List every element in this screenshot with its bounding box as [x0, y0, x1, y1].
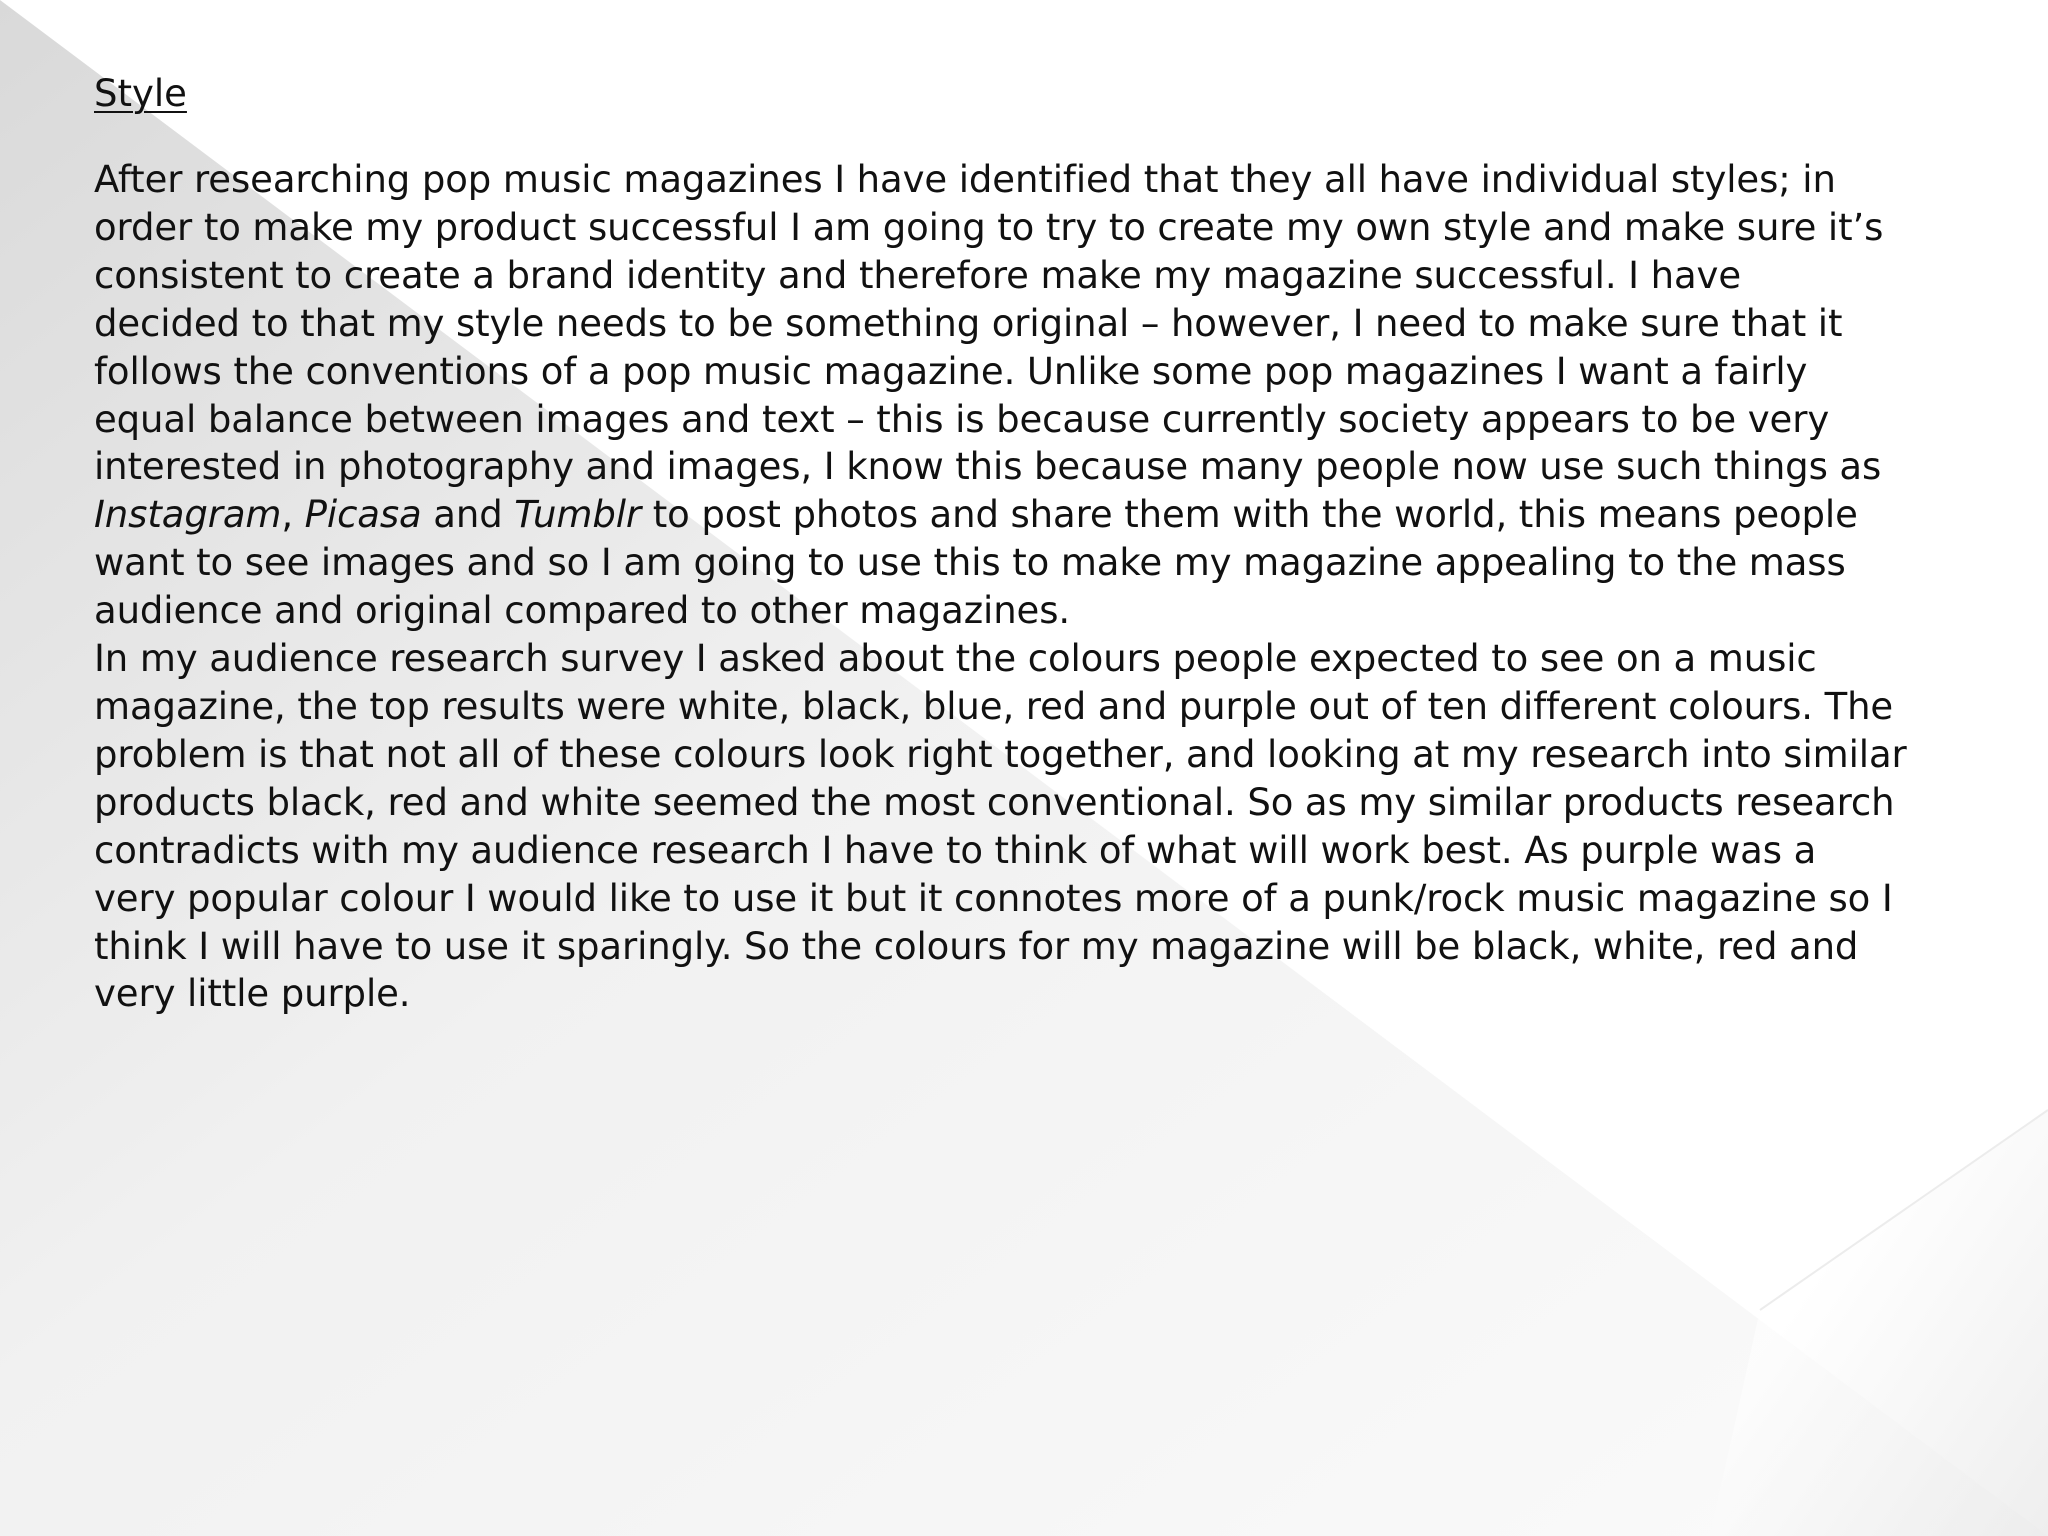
text-line: contradicts with my audience research I have to think of what will work best. As purple was a [94, 828, 1817, 872]
text-line: very little purple. [94, 972, 411, 1016]
italic-tumblr: Tumblr [514, 493, 642, 537]
comma-text: , [281, 493, 305, 537]
text-line: order to make my product successful I am going to try to create my own style and make sure it’s [94, 205, 1884, 249]
text-line: equal balance between images and text – this is because currently society appears to be very [94, 397, 1830, 441]
text-line: audience and original compared to other magazines. [94, 589, 1071, 633]
text-line: very popular colour I would like to use it but it connotes more of a punk/rock music magazine so I [94, 876, 1893, 920]
italic-picasa: Picasa [304, 493, 422, 537]
text-line: products black, red and white seemed the most conventional. So as my similar products research [94, 780, 1895, 824]
text-line: consistent to create a brand identity and therefore make my magazine successful. I have [94, 253, 1742, 297]
paragraph-colour-research [94, 635, 1974, 1018]
slide-heading: Style [94, 72, 187, 115]
slide-content [94, 70, 1974, 1018]
text-line: problem is that not all of these colours look right together, and looking at my research into similar [94, 732, 1907, 776]
text-line: follows the conventions of a pop music magazine. Unlike some pop magazines I want a fairly [94, 349, 1808, 393]
text-line: After researching pop music magazines I have identified that they all have individual styles; in [94, 158, 1836, 201]
paragraph-style-research [94, 156, 1974, 635]
text-line: In my audience research survey I asked about the colours people expected to see on a music [94, 637, 1817, 681]
text-line: interested in photography and images, I know this because many people now use such things as [94, 445, 1882, 489]
italic-instagram: Instagram [94, 493, 282, 537]
text-line: decided to that my style needs to be something original – however, I need to make sure that it [94, 301, 1843, 345]
text-line-with-italics [94, 491, 1974, 539]
text-line: magazine, the top results were white, black, blue, red and purple out of ten different colours. The [94, 684, 1894, 728]
text-line: want to see images and so I am going to use this to make my magazine appealing to the mass [94, 541, 1846, 585]
and-text: and [421, 493, 515, 537]
line-remainder: to post photos and share them with the world, this means people [641, 493, 1858, 537]
text-line: think I will have to use it sparingly. So the colours for my magazine will be black, white, red and [94, 924, 1859, 968]
